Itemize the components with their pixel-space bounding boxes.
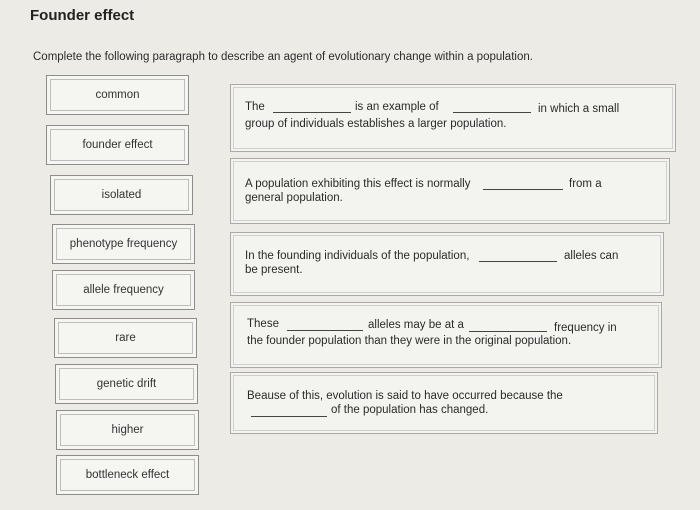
word-card-phenotype-frequency[interactable] <box>52 224 195 264</box>
word-card-common[interactable] <box>46 75 189 115</box>
sentence-text: The <box>245 101 265 113</box>
sentence-text: the founder population than they were in the original population. <box>247 335 572 347</box>
blank-drop-zone[interactable] <box>251 416 327 417</box>
word-card-label: isolated <box>101 189 142 201</box>
sentence-text: frequency in <box>554 322 617 334</box>
word-card-label: genetic drift <box>96 378 157 390</box>
blank-drop-zone[interactable] <box>483 189 563 190</box>
word-card-allele-frequency[interactable] <box>52 270 195 310</box>
sentence-text: alleles can <box>564 250 619 262</box>
sentence-text: These <box>247 318 279 330</box>
sentence-text: general population. <box>245 192 343 204</box>
word-card-label: bottleneck effect <box>85 469 170 481</box>
sentence-card-2 <box>230 158 670 224</box>
sentence-text: is an example of <box>355 101 439 113</box>
word-card-bottleneck-effect[interactable] <box>56 455 199 495</box>
sentence-text: of the population has changed. <box>331 404 489 416</box>
sentence-card-4 <box>230 302 662 368</box>
sentence-text: In the founding individuals of the population, <box>245 250 470 262</box>
word-card-label: common <box>95 89 140 101</box>
word-card-isolated[interactable] <box>50 175 193 215</box>
sentence-card-5 <box>230 372 658 434</box>
word-card-label: higher <box>111 424 144 436</box>
blank-drop-zone[interactable] <box>273 112 351 113</box>
sentence-text: alleles may be at a <box>368 319 464 331</box>
sentence-card-3 <box>230 232 664 296</box>
page-title: Founder effect <box>30 7 135 24</box>
instructions-text: Complete the following paragraph to describe an agent of evolutionary change within a population. <box>33 51 533 63</box>
blank-drop-zone[interactable] <box>453 112 531 113</box>
sentence-text: in which a small <box>538 103 620 115</box>
sentence-text: from a <box>569 178 602 190</box>
blank-drop-zone[interactable] <box>469 331 547 332</box>
blank-drop-zone[interactable] <box>479 261 557 262</box>
sentence-card-1 <box>230 84 676 152</box>
sentence-text: be present. <box>245 264 303 276</box>
word-card-higher[interactable] <box>56 410 199 450</box>
word-card-label: allele frequency <box>83 284 164 296</box>
sentence-text: A population exhibiting this effect is normally <box>245 178 471 190</box>
sentence-text: Beause of this, evolution is said to have occurred because the <box>247 390 563 402</box>
word-card-label: phenotype frequency <box>69 238 178 250</box>
sentence-text: group of individuals establishes a larger population. <box>245 118 507 130</box>
word-card-rare[interactable] <box>54 318 197 358</box>
word-card-label: rare <box>115 332 136 344</box>
word-card-label: founder effect <box>82 139 153 151</box>
word-card-founder-effect[interactable] <box>46 125 189 165</box>
blank-drop-zone[interactable] <box>287 330 363 331</box>
word-card-genetic-drift[interactable] <box>55 364 198 404</box>
